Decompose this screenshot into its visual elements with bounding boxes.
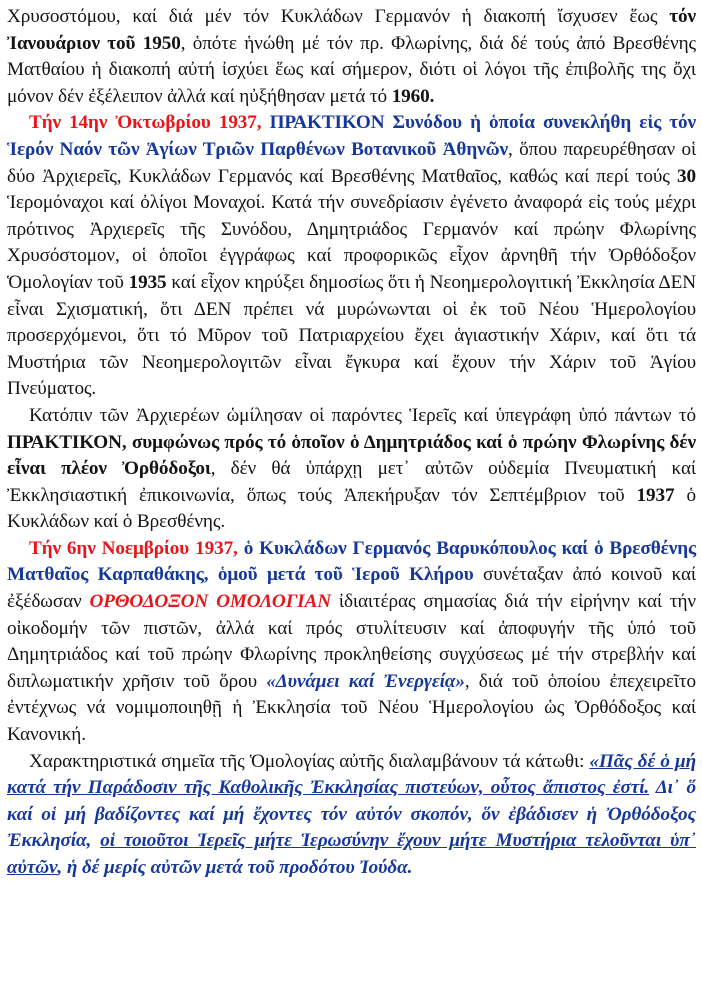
- quotation-text: Δι᾽ ὅ καί οἱ μή βαδίζοντες καί μή ἔχοντες τόν αὐτόν σκοπόν, ὅν ἐβάδισεν ἡ Ὀρθόδοξος Ἐκκλησία,: [7, 777, 696, 852]
- quotation-end: , ἡ δέ μερίς αὐτῶν μετά τοῦ προδότου Ἰούδα.: [57, 857, 413, 878]
- paragraph-5: [7, 749, 696, 882]
- text-segment: ἰδιαιτέρας σημασίας διά τήν εἰρήνην καί τήν οἰκοδομήν τῶν πιστῶν, ἀλλά καί πρός στυλίτευσιν καί ἀποφυγήν τῆς ὑπό τοῦ Δημητριάδος καί τοῦ πρώην Φλωρίνης προκληθείσης συγχύσεως μέ τήν στρεβλήν καί διπλωματικήν χρῆσιν τοῦ ὅρου: [7, 591, 696, 692]
- quotation-underlined-1: «Πᾶς δέ ὁ μή κατά τήν Παράδοσιν τῆς Καθολικῆς Ἐκκλησίας πιστεύων, οὗτος ἄπιστος ἐστί.: [7, 750, 696, 799]
- text-segment: , ὅπου παρευρέθησαν οἱ δύο Ἀρχιερεῖς, Κυκλάδων Γερμανός καί Βρεσθένης Ματθαῖος, καθώς καί περί τούς: [7, 138, 697, 187]
- date-january-1950: τόν Ἰανουάριον τοῦ 1950: [7, 6, 696, 54]
- orthodox-confession-title: ΟΡΘΟΔΟΞΟΝ ΟΜΟΛΟΓΙΑΝ: [89, 591, 331, 613]
- year-1935: 1935: [128, 271, 167, 293]
- quotation-underlined-2: οἱ τοιοῦτοι Ἱερεῖς μήτε Ἱερωσύνην ἔχουν μήτε Μυστήρια τελοῦνται ὑπ᾽ αὐτῶν: [7, 830, 696, 878]
- text-segment: συνέταξαν ἀπό κοινοῦ καί ἐξέδωσαν: [7, 564, 696, 613]
- synod-minutes-heading: ΠΡΑΚΤΙΚΟΝ Συνόδου ἡ ὁποία συνεκλήθη εἰς τόν Ἱερόν Ναόν τῶν Ἁγίων Τριῶν Παρθένων Βοτανικοῦ Ἀθηνῶν: [7, 112, 696, 160]
- bishops-names: ὁ Κυκλάδων Γερμανός Βαρυκόπουλος καί ὁ Βρεσθένης Ματθαῖος Καρπαθάκης, ὁμοῦ μετά τοῦ Ἱεροῦ Κλήρου: [7, 537, 696, 586]
- paragraph-2: [7, 110, 696, 403]
- text-segment: , διά τοῦ ὁποίου ἐπεχειρεῖτο ἐντέχνως νά νομιμοποιηθῇ ἡ Ἐκκλησία τοῦ Νέου Ἡμερολογίου ὡς Ὀρθόδοξος καί Κανονική.: [7, 670, 697, 746]
- quoted-term: «Δυνάμει καί Ἐνεργείᾳ»: [266, 670, 465, 692]
- paragraph-3: [7, 403, 696, 536]
- text-segment: , ὁπότε ἡνώθη μέ τόν πρ. Φλωρίνης, διά δέ τούς ἀπό Βρεσθένης Ματθαίου ἡ διακοπή αὐτή ἰσχύει ἕως καί σήμερον, διότι οἱ λόγοι τῆς ἐπιβολῆς της ὄχι μόνον δέν ἐξέλειπον ἀλλά καί ηὐξήθησαν μετά τό: [7, 32, 697, 107]
- text-segment: ὁ Κυκλάδων καί ὁ Βρεσθένης.: [7, 484, 696, 533]
- date-heading-november-1937: Τήν 6ην Νοεμβρίου 1937,: [29, 537, 244, 559]
- year-1937: 1937: [636, 484, 675, 506]
- paragraph-4: [7, 536, 696, 749]
- text-segment: Ἱερομόναχοι καί ὀλίγοι Μοναχοί. Κατά τήν συνεδρίασιν ἐγένετο ἀναφορά εἰς τούς μέχρι πρότινος Ἀρχιερεῖς τῆς Συνόδου, Δημητριάδος Γερμανόν καί πρώην Φλωρίνης Χρυσόστομον, οἱ ὁποῖοι ἐγγράφως καί προφορικῶς εἶχον ἀρνηθῆ τήν Ὀρθόδοξον Ὁμολογίαν τοῦ: [7, 192, 696, 293]
- paragraph-1: [7, 4, 696, 110]
- date-heading-october-1937: Τήν 14ην Ὀκτωβρίου 1937,: [29, 112, 270, 134]
- text-segment: Χαρακτηριστικά σημεῖα τῆς Ὁμολογίας αὐτῆς διαλαμβάνουν τά κάτωθι:: [29, 750, 590, 772]
- minutes-decision-bold: ΠΡΑΚΤΙΚΟΝ, συμφώνως πρός τό ὁποῖον ὁ Δημητριάδος καί ὁ πρώην Φλωρίνης δέν εἶναι πλέον Ὀρθόδοξοι: [7, 431, 696, 480]
- number-30: 30: [677, 165, 696, 187]
- year-1960: 1960.: [391, 85, 435, 107]
- text-segment: , δέν θά ὑπάρχῃ μετ᾽ αὐτῶν οὐδεμία Πνευματική καί Ἐκκλησιαστική ἐπικοινωνία, ὅπως τούς Ἀπεκήρυξαν τόν Σεπτέμβριον τοῦ: [7, 458, 696, 506]
- text-segment: καί εἶχον κηρύξει δημοσίως ὅτι ἡ Νεοημερολογιτική Ἐκκλησία ΔΕΝ εἶναι Σχισματική, ὅτι ΔΕΝ πρέπει νά μυρώνωνται οἱ ἐκ τοῦ Νέου Ἡμερολογίου προσερχόμενοι, ὅτι τό Μῦρον τοῦ Πατριαρχείου ἔχει ἁγιαστικήν Χάριν, καί ὅτι τά Μυστήρια τῶν Νεοημερολογιτῶν εἶναι ἔγκυρα καί ἔχουν τήν Χάριν τοῦ Ἁγίου Πνεύματος.: [7, 271, 697, 400]
- text-segment: Χρυσοστόμου, καί διά μέν τόν Κυκλάδων Γερμανόν ἡ διακοπή ἴσχυσεν ἕως: [7, 6, 670, 27]
- text-segment: Κατόπιν τῶν Ἀρχιερέων ὡμίλησαν οἱ παρόντες Ἱερεῖς καί ὑπεγράφη ὑπό πάντων τό: [29, 404, 696, 426]
